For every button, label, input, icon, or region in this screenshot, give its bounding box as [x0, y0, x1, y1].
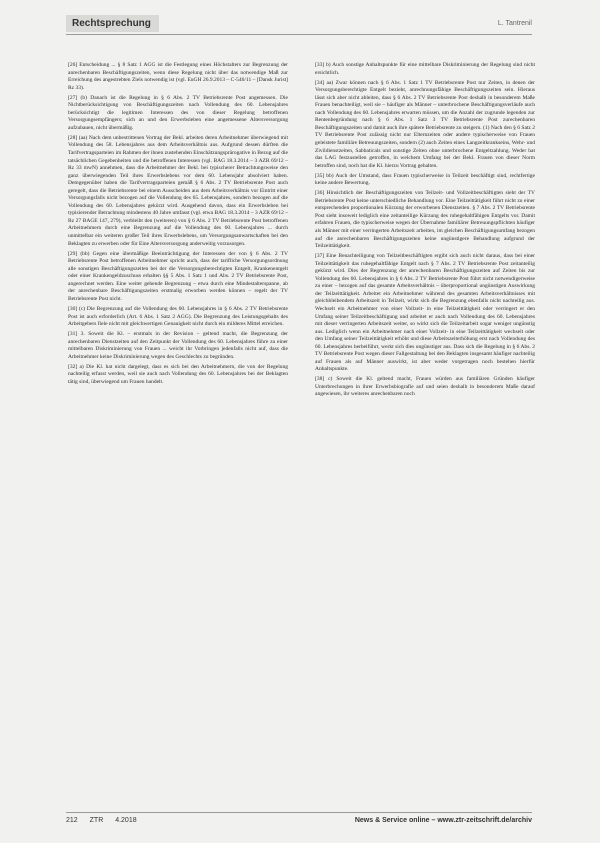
left-text-column — [68, 62, 288, 389]
page-number: 212 — [66, 817, 78, 824]
body-paragraph: [36] Hinsichtlich der Beschäftigungszeiten von Teilzeit- und Vollzeitbeschäftigten sieht der TV Betriebsrente Post keine unterschiedliche Behandlung vor. Eine Teilzeittätigkeit führt nicht zu einer entsprechenden proportionalen Kürzung der erworbenen Dienstzeiten. § 7 Abs. 2 TV Betriebsrente Post sieht insoweit lediglich eine zeitanteilige Kürzung des ruhegehaltfähigen Entgelts vor. Damit erfahren Frauen, die typischerweise wegen der Übernahme familiärer Betreuungspflichten häufiger als Männer mit einer verringerten Arbeitszeit arbeiten, im gleichen Beschäftigungsumfang bezogen auf die anrechenbaren Beschäftigungszeiten keine ungünstigere Behandlung aufgrund der Teilzeittätigkeit. — [315, 190, 535, 250]
section-title: Rechtsprechung — [66, 15, 159, 32]
body-paragraph: [32] a) Die Kl. hat nicht dargelegt, dass es sich bei den Arbeitnehmern, die von der Regelung nachteilig erfasst werden, weil sie auch nach Vollendung des 60. Lebensjahres bei der Beklagten tätig sind, überwiegend um Frauen handelt. — [68, 363, 288, 385]
body-paragraph: [33] b) Auch sonstige Anhaltspunkte für eine mittelbare Diskriminierung der Regelung sind nicht ersichtlich. — [315, 62, 535, 76]
body-paragraph: [38] c) Soweit die Kl. geltend macht, Frauen würden aus familiären Gründen häufiger Unterbrechungen in ihrer Erwerbsbiografie auf und seien deshalb in besonderem Maße darauf angewiesen, ihr weiteres anrechenbaren noch — [315, 376, 535, 398]
journal-name: ZTR — [89, 817, 104, 824]
body-paragraph: [35] bb) Auch der Umstand, dass Frauen typischerweise in Teilzeit beschäftigt sind, rechtfertige keine andere Bewertung. — [315, 172, 535, 187]
archive-link[interactable]: News & Service online – www.ztr-zeitschrift.de/archiv — [354, 817, 532, 824]
body-paragraph: [29] (bb) Gegen eine übermäßige Beeinträchtigung der Interessen der von § 6 Abs. 2 TV Betriebsrente Post betroffenen Arbeitnehmer spricht auch, dass der tarifliche Versorgungsordnung alle sonstigen Beschäftigungszeiten bei der die Versorgungsberechtigten Entgelt, Krankenentgelt oder einer Krankengeldzuschuss erhalten §§ 5 Abs. 1 Satz 1 und Abs. 2 TV Betriebsrente Post, angerechnet werden. Eine weiter gehende Begrenzung – etwa durch eine Mindestalterspanne, ab der anrechenbare Beschäftigungszeiten erstmalig erworben werden können – regelt der TV Betriebsrente Post nicht. — [68, 250, 288, 302]
body-paragraph: [37] Eine Benachteiligung von Teilzeitbeschäftigten ergibt sich auch nicht daraus, dass bei einer Teilzeittätigkeit das ruhegehaltfähige Entgelt nach § 7 Abs. 2 TV Betriebsrente Post zeitanteilig gekürzt wird. Dies der Begrenzung der anrechenbaren Beschäftigungszeiten auf Zeiten bis zur Vollendung des 60. Lebensjahres in § 6 Abs. 2 TV Betriebsrente Post führt nicht notwendigerweise zu einer – bezogen auf das gesamte Arbeitsverhältnis – überproportional ungünstigen Auswirkung der Teilzeittätigkeit. Arbeitet ein Arbeitnehmer während des gesamten Arbeitsverhältnisses mit gleichbleibendem Arbeitszeit in Teilzeit, wirkt sich die Begrenzung ebenfalls nicht nachteilig aus. Wechselt ein Arbeitnehmer von einer Vollzeit- in eine Teilzeittätigkeit oder verringert er den Umfang seiner Teilzeitbeschäftigung und arbeitet er auch nach Vollendung des 60. Lebensjahres mit dieser verringerten Arbeitszeit weiter, so wirkt sich die Teilzeitarbeit sogar weniger ungünstig aus. Lediglich wenn ein Arbeitnehmer nach einer Vollzeit- in eine Teilzeittätigkeit wechselt oder den Umfang seiner Teilzeittätigkeit erhöht und diese Arbeitszeiterhöhung erst nach Vollendung des 60. Lebensjahres herbeiführt, werkt sich dies ungünstiger aus. Dass sich die Regelung in § 6 Abs. 2 TV Betriebsrente Post wegen dieser Fallgestaltung bei den Beklagten insgesamt häufiger nachteilig auf Frauen als auf Männer auswirkt, ist aber weder vorgetragen noch bestehen hierfür Anhaltspunkte. — [315, 253, 535, 373]
right-text-column — [315, 62, 535, 402]
page-footer — [66, 812, 532, 824]
page-header — [66, 12, 532, 35]
body-paragraph: [34] aa) Zwar können nach § 6 Abs. 1 Satz 1 TV Betriebsrente Post nur Zeiten, in denen der Versorgungsberechtigte Entgelt bezieht, anrechnungsfähige Beschäftigungszeiten sein. Hieraus lässt sich aber nicht ableiten, dass § 6 Abs. 2 TV Betriebsrente Post deshalb in besonderem Maße Frauen benachteiligt, weil sie – häufiger als Männer – unterbrochene Beschäftigungsverläufe auch nach Vollendung des 60. Lebensjahres erwarten müssen, um die Anzahl der zugrunde legenden zur Rentenbegründung nach § 6 Abs. 1 Satz 3 TV Betriebsrente Post zurechenbaren Beschäftigungszeiten und damit auch ihre spätere Betriebsrente zu steigern. (1) Nach den § 6 Satz 2 TV Betriebsrente Post zulässig nicht nur Elternzeiten oder andere typischerweise von Frauen geleistete familiäre Betreuungszeiten, sondern (2) auch Zeiten eines Langzeitkrankseins, Wehr- und Zivildienstzeiten, Sabbaticals und sonstige Zeiten ohne unterbrochene Entgeltzahlung. Weder hat das LAG festzustellen getroffen, in welchem Umfang bei der Bekl. Frauen von dieser Norm betroffen sind, noch hat die Kl. hierzu Vortrag gehalten. — [315, 79, 535, 169]
body-paragraph: [30] (c) Die Begrenzung auf die Vollendung des 60. Lebensjahres in § 6 Abs. 2 TV Betriebsrente Post ist auch erforderlich (Art. 6 Abs. 1 Satz 2 AGG). Die Begrenzung des Leistungsgehalts des Arbeitgebers fiele nicht mit gleichwertigen Genauigkeit nicht durch ein milderes Mittel erreichen. — [68, 305, 288, 328]
body-paragraph: [27] (b) Danach ist die Regelung in § 6 Abs. 2 TV Betriebsrente Post angemessen. Die Nichtberücksichtigung von Beschäftigungszeiten nach Vollendung des 60. Lebensjahres berücksichtigt die legitimen Interessen des von dieser Regelung betroffenen Versorgungsempfängers; sich an und den Erwerbsleben eine angemessene Altersversorgung aufzubauen, nicht übermäßig. — [68, 94, 288, 131]
body-paragraph: [28] (aa) Nach dem unbestrittenen Vortrag der Bekl. arbeiten deren Arbeitnehmer überwiegend mit Vollendung des 58. Lebensjahres aus dem Arbeitsverhältnis aus. Aufgrund dessen dürften die Tarifvertragsparteien im Rahmen der ihnen zustehenden Einschätzungsprärogative in Bezug auf die tatsächlichen Gegebenheiten und die betroffenen Interessen (vgl. BAG 18.3.2014 – 3 AZR 69/12 – Rz 33 mwN) annehmen, dass die Arbeitnehmer der Bekl. bei typischerer Betrachtungsweise den ganz überwiegenden Teil ihres Erwerbslebens vor dem 60. Lebensjahr absolviert haben. Demgegenüber haben die Tarifvertragsparteien gemäß § 6 Abs. 2 TV Betriebsrente Post auch geregelt, dass die Betriebsrente bei einem Ausscheiden aus dem Arbeitsverhältnis vor Eintritt einer Versorgungsfalls nicht bezogen auf die Vollendung des 65. Lebensjahres, sondern bezogen auf die Vollendung des 60. Lebensjahres gekürzt wird. Ausgehend davon, dass ein Erwerbsleben bei typisierender Betrachtung mindestens 40 Jahre umfasst (vgl. etwa BAG 18.3.2014 – 3 AZR 69/12 – Rz 27 BAGE 147, 279), verbleibt den (weiteren) von § 6 Abs. 2 TV Betriebsrente Post betroffenen Arbeitnehmern durch eine Begrenzung auf die Vollendung des 60. Lebensjahres ... durch unmittelbar ein weiteren großer Teil ihres Erwerbslebens, um Versorgungsanwartschaften bei den Beklagten zu erwerben oder für Eine Altersversorgung anderweitig vorzusorgen. — [68, 134, 288, 247]
author-name: L. Tantrenil — [497, 19, 532, 27]
journal-issue: 4.2018 — [115, 817, 137, 824]
body-paragraph: [26] Entscheidung ... § 8 Satz 1 AGG ist die Festlegung eines Höchstalters zur Begrenzung der anrechenbaren Beschäftigungszeiten, wenn diese Regelung nicht über das notwendige Maß zur Erreichung des angestrebten Ziels notwendig ist (vgl. EuGH 26.9.2013 – C-546/11 – [Dansk Jurist] Rz 33). — [68, 62, 288, 91]
body-paragraph: [31] 3. Soweit die Kl. – erstmals in der Revision – geltend macht, die Begrenzung der anrechenbaren Dienstzeiten auf den Zeitpunkt der Vollendung des 60. Lebensjahres führe zu einer mittelbaren Diskriminierung von Frauen ... weicht ihr Vorbringen jedenfalls nicht auf, dass die Arbeitnehmer keine Diskriminierung wegen des Geschlechts zu begründen. — [68, 331, 288, 360]
